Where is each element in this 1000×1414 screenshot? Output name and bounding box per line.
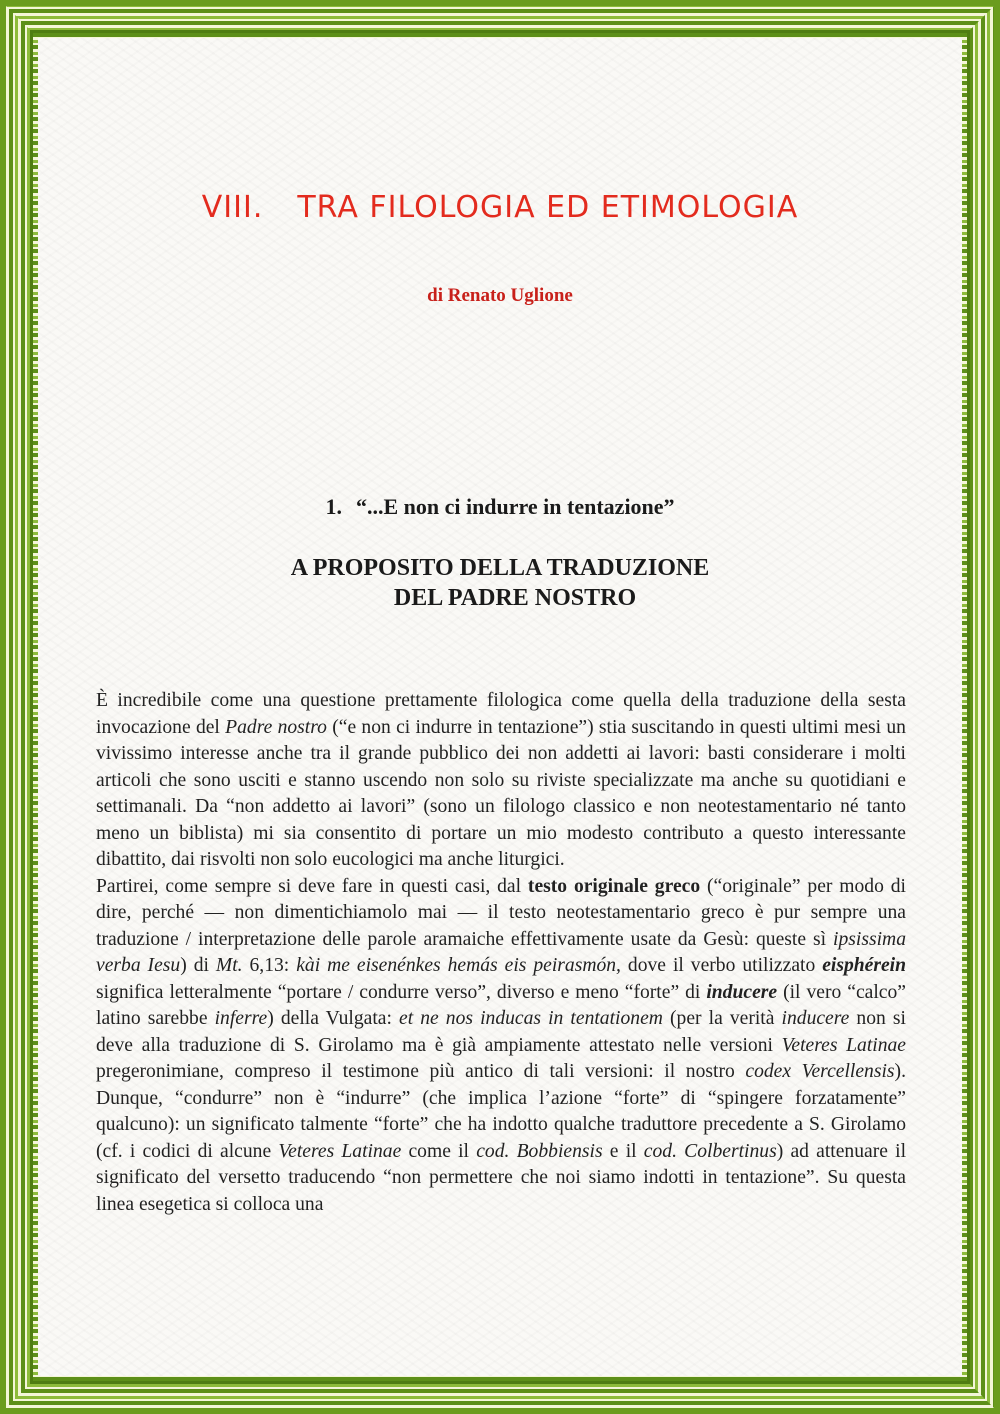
text-span: non si deve alla traduzione di S. Girolamo ma è già ampiamente attestato nelle versioni — [96, 1008, 906, 1056]
italic-term: codex Vercellensis — [745, 1061, 895, 1082]
text-span: Partirei, come sempre si deve fare in questi casi, dal — [96, 875, 528, 897]
text-span: (“e non ci indurre in tentazione”) stia suscitando in questi ultimi mesi un vivissimo interesse anche tra il grande pubblico dei non addetti ai lavori: basti considerare i molti articoli che sono usciti e stanno uscendo non solo su riviste specializzate ma anche su quotidiani e settimanali. Da “non addetto ai lavori” (sono un filologo classico e non neotestamentario né tanto meno un biblista) mi sia consentito di portare un mio modesto contributo a questo interessante dibattito, dai risvolti non solo eucologici ma anche liturgici. — [96, 716, 906, 870]
chapter-title-text: TRA FILOLOGIA ED ETIMOLOGIA — [297, 190, 799, 225]
text-span: pregeronimiane, compreso il testimone più antico di tali versioni: il nostro — [96, 1061, 746, 1082]
italic-term: inferre — [214, 1008, 268, 1029]
italic-term: Veteres Latinae — [781, 1034, 907, 1056]
section-title-text: “...E non ci indurre in tentazione” — [355, 494, 675, 519]
italic-term: Veteres Latinae — [278, 1140, 402, 1162]
paragraph-1 — [96, 688, 906, 874]
text-span: come il — [401, 1140, 477, 1162]
text-span: ). Dunque, “condurre” non è “indurre” (che implica l’azione “forte” di “spingere forzatamente” qualcuno): un significato talmente “forte” che ha indotto qualche traduttore precedente a S. Girolamo (cf. i codici di alcune — [96, 1061, 906, 1162]
subtitle-line-2: DEL PADRE NOSTRO — [393, 585, 637, 611]
italic-term: cod. Bobbiensis — [476, 1140, 603, 1162]
italic-term: ipsissima verba Iesu — [96, 928, 906, 976]
italic-term: et ne nos inducas in tentationem — [399, 1008, 663, 1029]
italic-term: Mt. — [215, 955, 243, 976]
bold-term: testo originale greco — [527, 875, 701, 897]
section-number: 1. — [325, 494, 342, 519]
text-span: (il vero “calco” latino sarebbe — [96, 981, 906, 1029]
bold-italic-term: inducere — [706, 981, 778, 1003]
text-span: dove il verbo utilizzato — [620, 955, 823, 976]
text-span: ) di — [180, 955, 216, 976]
italic-term: cod. Colbertinus — [643, 1140, 777, 1162]
text-span: e il — [602, 1140, 644, 1162]
text-span: ) della Vulgata: — [267, 1008, 399, 1029]
subtitle-line-1: A PROPOSITO DELLA TRADUZIONE — [290, 555, 710, 581]
chapter-title — [0, 190, 1000, 225]
bold-italic-term: eisphérein — [822, 955, 907, 976]
chapter-number: VIII. — [201, 190, 264, 225]
text-span: È incredibile come una questione prettamente filologica come quella della traduzione della sesta invocazione del — [96, 690, 906, 738]
author-line: di Renato Uglione — [427, 285, 573, 306]
italic-term: Padre nostro — [225, 716, 327, 738]
italic-term: kài me eisenénkes hemás eis peirasmón, — [296, 955, 621, 976]
text-span: ) ad attenuare il significato del versetto traducendo “non permettere che noi siamo indotti in tentazione”. Su questa linea esegetica si colloca una — [96, 1140, 907, 1215]
text-span: (per la verità — [662, 1008, 782, 1029]
text-span: 6,13: — [242, 955, 297, 976]
paragraph-2 — [96, 874, 906, 1219]
section-title — [0, 494, 1000, 520]
body-text — [96, 688, 906, 1218]
text-span: (“originale” per modo di dire, perché — non dimentichiamolo mai — il testo neotestamentario greco è pur sempre una traduzione / interpretazione delle parole aramaiche effettivamente usate da Gesù: queste sì — [96, 875, 906, 950]
italic-term: inducere — [781, 1008, 850, 1029]
text-span: significa letteralmente “portare / condurre verso”, diverso e meno “forte” di — [96, 981, 707, 1003]
